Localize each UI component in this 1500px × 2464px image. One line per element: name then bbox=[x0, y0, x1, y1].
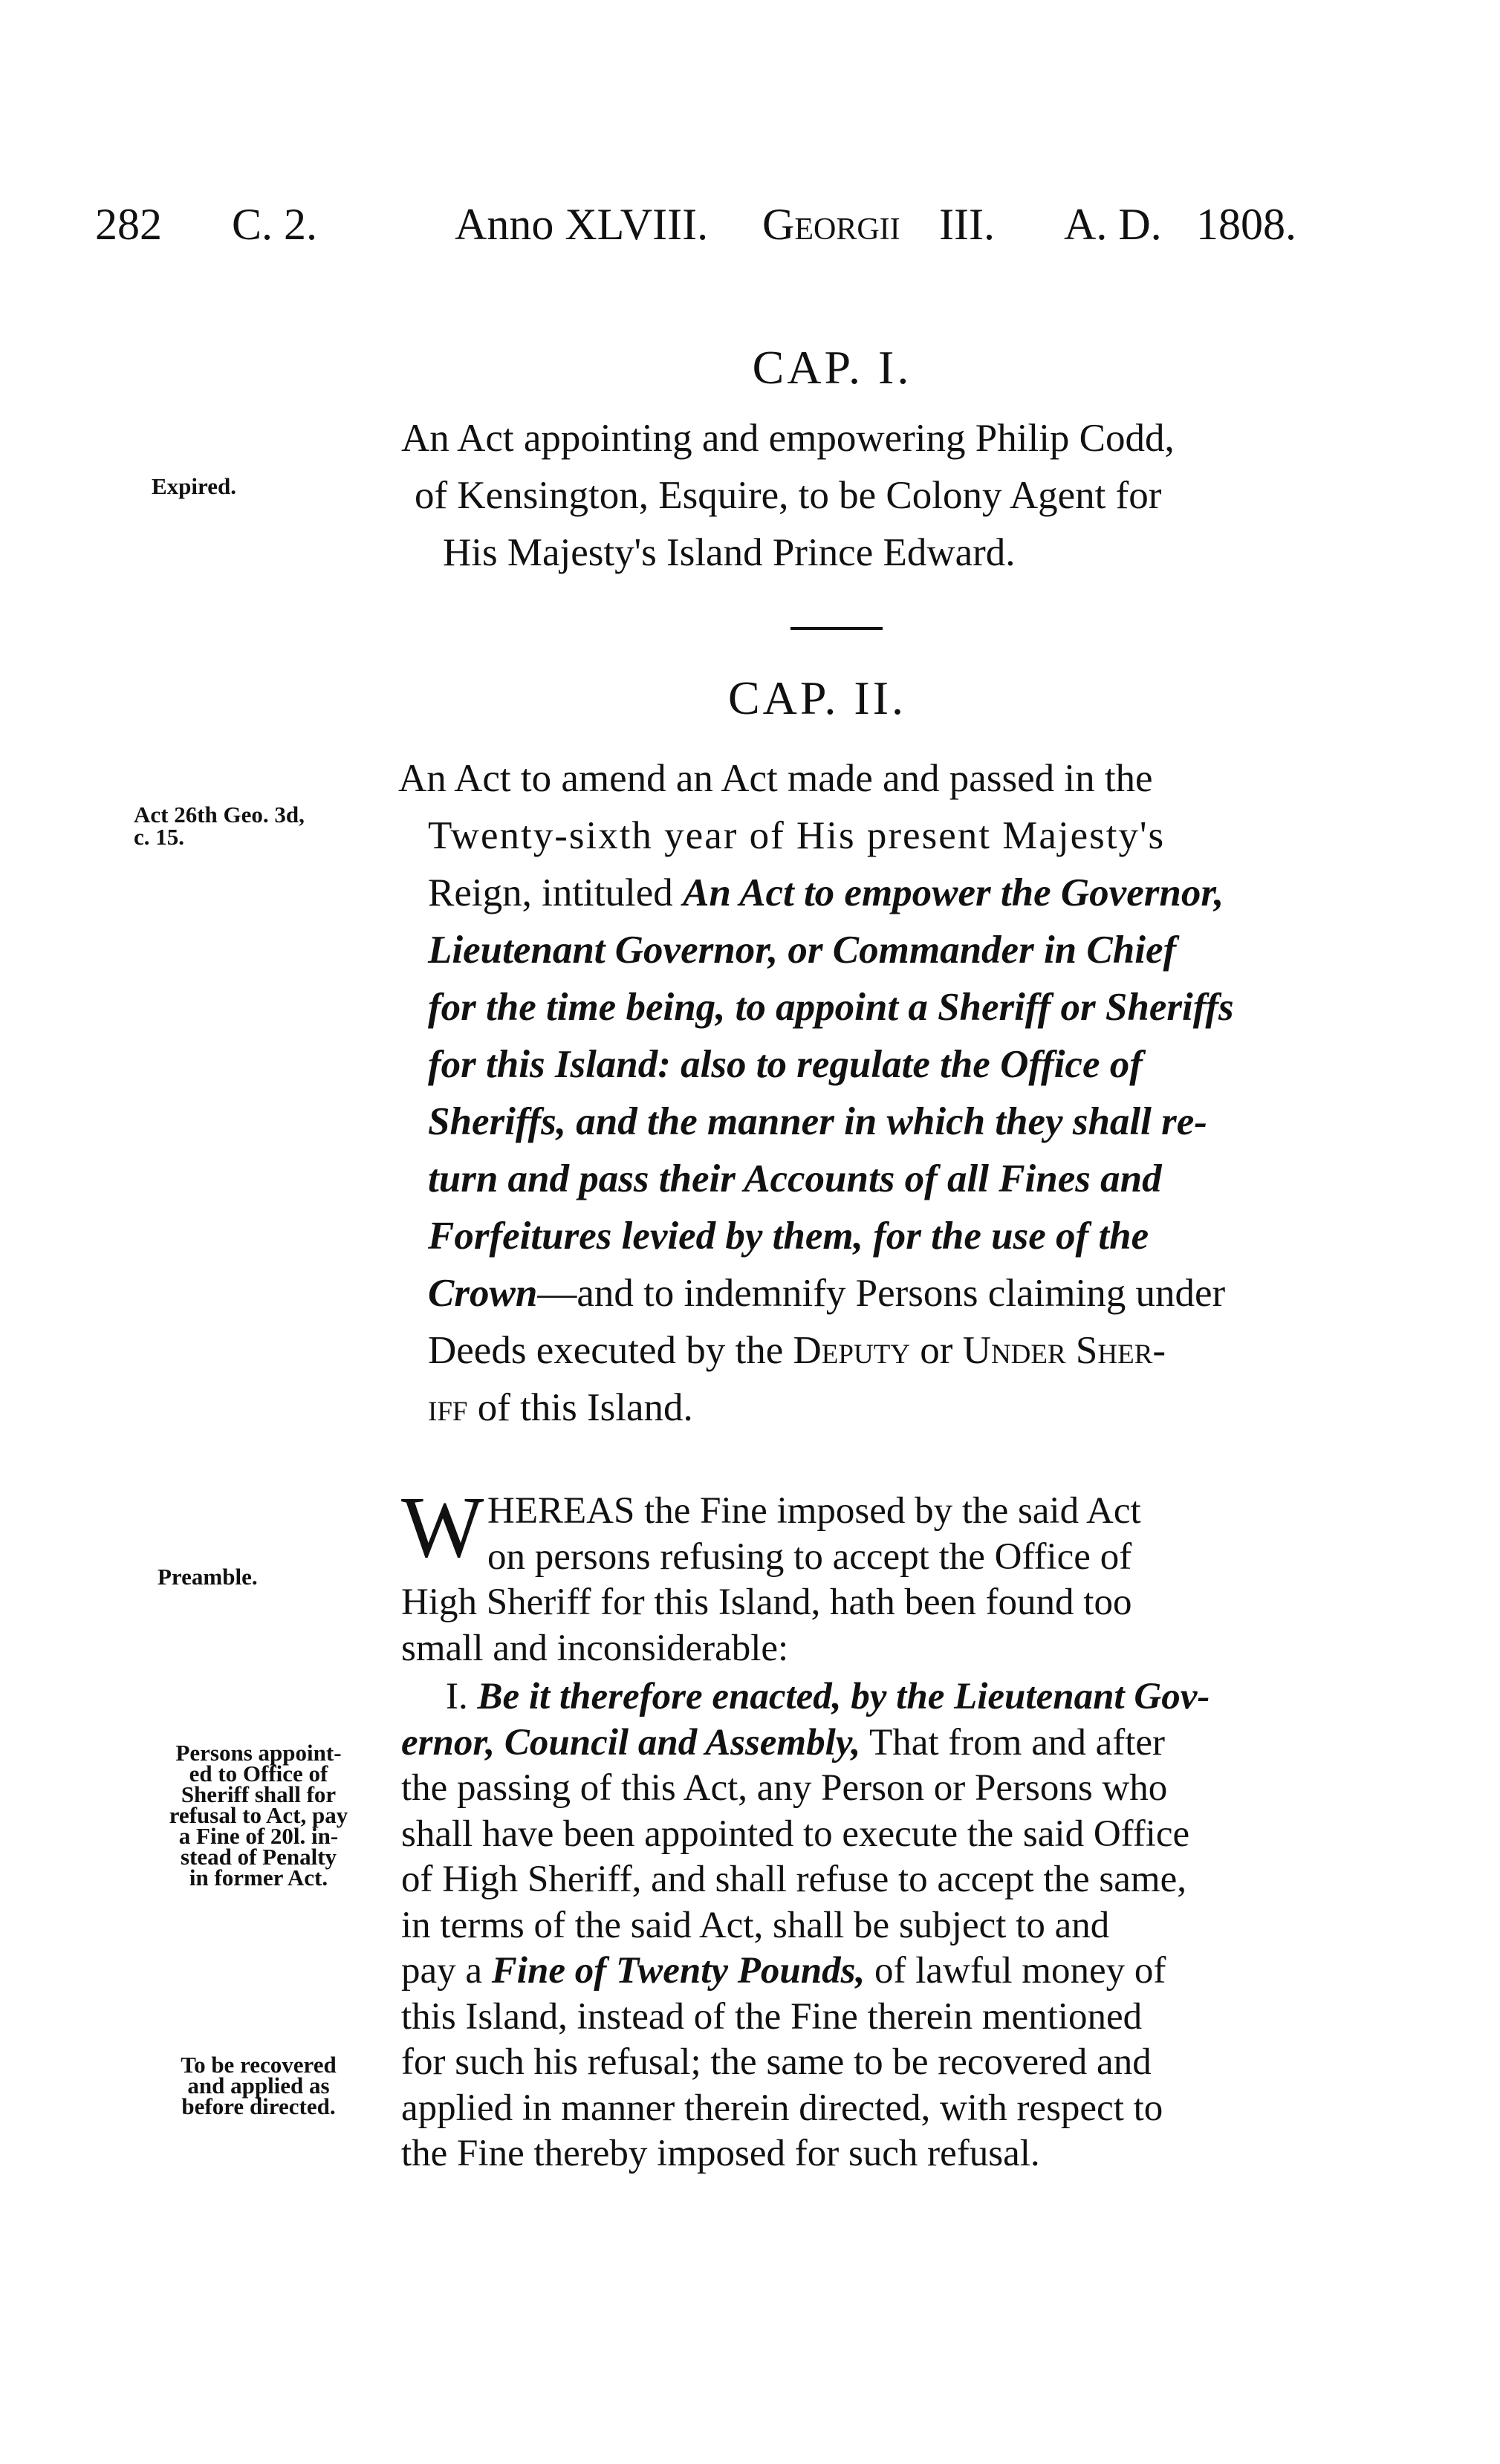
margin-note-line: before directed. bbox=[181, 2093, 336, 2119]
section-text: That from and after bbox=[860, 1721, 1165, 1764]
margin-note-line: To be recovered bbox=[181, 2052, 337, 2078]
preamble-line: HEREAS the Fine imposed by the said Act bbox=[487, 1490, 1141, 1532]
title-text: Deeds executed by the bbox=[428, 1329, 793, 1372]
cap-2-title-line bbox=[398, 1036, 1327, 1093]
section-1-line: applied in manner therein directed, with respect to bbox=[401, 2087, 1163, 2129]
section-1-line bbox=[401, 1948, 1337, 1995]
margin-note-line: Act 26th Geo. 3d, bbox=[134, 802, 305, 828]
title-italic-text: Lieutenant Governor, or Commander in Chief bbox=[428, 929, 1177, 972]
title-smallcaps-text: iff bbox=[428, 1386, 468, 1429]
section-text: I. bbox=[446, 1676, 478, 1717]
margin-note-expired: Expired. bbox=[152, 473, 236, 499]
title-italic-text: Sheriffs, and the manner in which they shall re- bbox=[428, 1100, 1207, 1143]
title-smallcaps-text: Under Sher- bbox=[962, 1329, 1166, 1372]
drop-cap: W bbox=[401, 1478, 484, 1576]
cap-2-title-line: An Act to amend an Act made and passed in the bbox=[398, 757, 1153, 800]
running-header bbox=[0, 199, 1500, 266]
preamble-line: small and inconsiderable: bbox=[401, 1627, 789, 1669]
cap-2-heading: CAP. II. bbox=[727, 672, 907, 724]
title-text: of this Island. bbox=[467, 1386, 693, 1429]
section-1-line: in terms of the said Act, shall be subject to and bbox=[401, 1904, 1110, 1946]
title-text: Reign, intituled bbox=[428, 871, 683, 914]
title-smallcaps-text: Deputy bbox=[793, 1329, 911, 1372]
section-1-line: this Island, instead of the Fine therein mentioned bbox=[401, 1995, 1143, 2038]
section-1-line: of High Sheriff, and shall refuse to accept the same, bbox=[401, 1859, 1186, 1900]
title-italic-text: Forfeitures levied by them, for the use of the bbox=[428, 1215, 1149, 1258]
section-text: of lawful money of bbox=[865, 1950, 1166, 1992]
title-italic-text: for the time being, to appoint a Sheriff or Sheriffs bbox=[428, 986, 1234, 1029]
section-divider bbox=[790, 627, 883, 630]
title-text: —and to indemnify Persons claiming under bbox=[537, 1272, 1226, 1315]
section-1-line: the Fine thereby imposed for such refusal. bbox=[401, 2133, 1040, 2174]
cap-2-title-line bbox=[398, 979, 1327, 1036]
section-1-line bbox=[401, 1720, 1337, 1766]
margin-note-fine bbox=[125, 1740, 392, 1891]
cap-2-title-line bbox=[398, 1379, 1327, 1437]
margin-note-line: stead of Penalty bbox=[180, 1844, 337, 1870]
preamble-text bbox=[401, 1478, 1330, 1674]
cap-2-title-line bbox=[398, 1265, 1327, 1322]
margin-note-line: Persons appoint- bbox=[175, 1740, 342, 1766]
margin-note-line: c. 15. bbox=[134, 824, 185, 850]
section-italic-text: Fine of Twenty Pounds, bbox=[491, 1950, 866, 1992]
preamble-line: on persons refusing to accept the Office of bbox=[487, 1535, 1132, 1578]
section-italic-text: Be it therefore enacted, by the Lieutenant Gov- bbox=[477, 1676, 1210, 1717]
cap-1-title-line: His Majesty's Island Prince Edward. bbox=[443, 531, 1016, 574]
page-number: 282 bbox=[95, 200, 162, 249]
cap-2-title-line bbox=[398, 1208, 1327, 1265]
cap-1-heading: CAP. I. bbox=[752, 341, 912, 394]
header-year: 1808. bbox=[1196, 200, 1296, 249]
cap-2-title-line bbox=[398, 1151, 1327, 1208]
section-1-line: for such his refusal; the same to be recovered and bbox=[401, 2041, 1152, 2083]
cap-1-title bbox=[401, 410, 1330, 582]
anno-label: Anno XLVIII. bbox=[455, 200, 709, 249]
margin-note-line: in former Act. bbox=[189, 1865, 328, 1891]
margin-note-line: a Fine of 20l. in- bbox=[178, 1823, 339, 1849]
margin-note-line: ed to Office of bbox=[189, 1761, 328, 1787]
title-italic-text: An Act to empower the Governor, bbox=[683, 871, 1224, 914]
cap-2-title-line bbox=[398, 1093, 1327, 1151]
margin-note-line: Sheriff shall for bbox=[181, 1781, 337, 1807]
title-text: or bbox=[910, 1329, 963, 1372]
cap-1-title-line: of Kensington, Esquire, to be Colony Agent for bbox=[415, 474, 1162, 517]
chapter-number: C. 2. bbox=[232, 200, 318, 249]
cap-2-title-line bbox=[398, 1322, 1327, 1379]
section-1-line bbox=[401, 1674, 1337, 1720]
cap-2-title-line: Twenty-sixth year of His present Majesty's bbox=[428, 814, 1166, 857]
cap-1-title-line: An Act appointing and empowering Philip Codd, bbox=[401, 417, 1175, 460]
title-italic-text: Crown bbox=[428, 1272, 538, 1315]
margin-note-line: refusal to Act, pay bbox=[169, 1802, 348, 1828]
ad-label: A. D. bbox=[1064, 200, 1162, 249]
title-italic-text: turn and pass their Accounts of all Fines and bbox=[428, 1157, 1162, 1200]
reign-name: Georgii bbox=[762, 200, 900, 249]
section-text: pay a bbox=[401, 1950, 492, 1992]
section-italic-text: ernor, Council and Assembly, bbox=[401, 1721, 861, 1764]
margin-note-preamble: Preamble. bbox=[158, 1564, 258, 1590]
margin-note-line: and applied as bbox=[187, 2073, 330, 2099]
title-italic-text: for this Island: also to regulate the Office of bbox=[428, 1043, 1143, 1086]
cap-2-title bbox=[398, 750, 1327, 1437]
cap-2-title-line bbox=[398, 865, 1327, 922]
section-1-line: the passing of this Act, any Person or Persons who bbox=[401, 1767, 1168, 1809]
margin-note-recovery bbox=[125, 2052, 392, 2119]
preamble-line: High Sheriff for this Island, hath been found too bbox=[401, 1582, 1132, 1623]
section-1-line: shall have been appointed to execute the said Office bbox=[401, 1813, 1190, 1855]
section-1-text bbox=[401, 1674, 1337, 2177]
margin-note-act-reference bbox=[134, 804, 305, 848]
cap-2-title-line bbox=[398, 922, 1327, 979]
reign-numeral: III. bbox=[939, 200, 995, 249]
